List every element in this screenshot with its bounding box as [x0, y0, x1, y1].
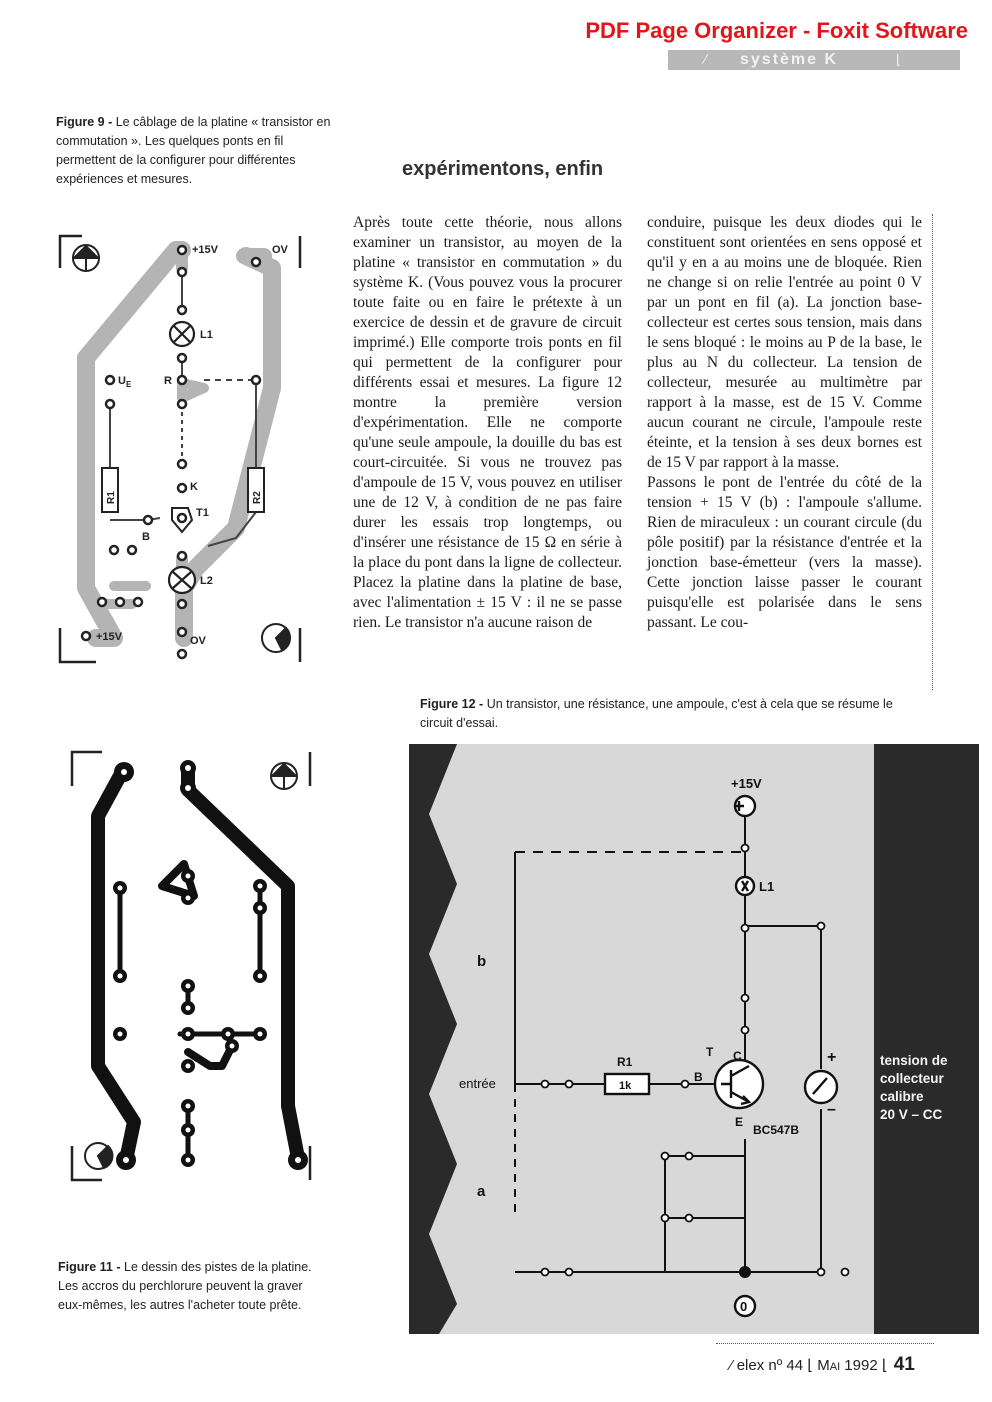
article-col2-paragraph-2: Passons le pont de l'entrée du côté de la tension + 15 V (b) : l'ampoule s'allume. Rien de miraculeux : un courant circule (du pôle positif) par la résistance d'entrée et la jonction base-émetteur (vers la masse). Cette jonction laisse passer le courant puisqu'elle est polarisée dans le sens passant. Le cou- [647, 474, 922, 631]
fig9-b-label: B [142, 531, 150, 543]
footer-logo-icon: ⌊ [807, 1357, 818, 1374]
fig9-r-label: R [164, 375, 172, 387]
figure-11-label: Figure 11 - [58, 1260, 124, 1274]
article-col1-text: Après toute cette théorie, nous allons examiner un transistor, au moyen de la platine « transistor en commutation » du système K. (Vous pouvez vous la procurer toute faite ou en faire le prétexte à un exercice de dessin et de gravure de circuit imprimé.) Elle comporte trois ponts en fil qui permettent de la configurer pour différents essai et mesures. La figure 12 montre la première version d'expérimentation. Elle ne comporte qu'une seule ampoule, la douille du bas est court-circuitée. Si vous ne trouvez pas d'ampoule de 15 V, vous pouvez en utiliser une de 12 V, à condition de ne pas faire durer les essais trop longtemps, ou d'insérer une résistance de 15 Ω en série à la place du pont dans la ligne de collecteur. Placez la platine dans la platine de base, avec l'alimentation ± 15 V : il ne se passe rien. Le transistor n'a aucune raison de [353, 214, 622, 631]
fig12-c-label: C [733, 1049, 742, 1063]
fig9-l1-label: L1 [200, 329, 213, 341]
fig9-l2-label: L2 [200, 575, 213, 587]
page-footer [730, 1354, 915, 1376]
fig12-a-label: a [477, 1183, 486, 1200]
footer-magazine: elex nº 44 [736, 1357, 804, 1374]
fig12-r1-label: R1 [617, 1055, 633, 1069]
pdf-watermark: PDF Page Organizer - Foxit Software [585, 18, 968, 43]
footer-rule [716, 1343, 934, 1344]
fig9-r2-label: R2 [252, 491, 263, 504]
fig12-meter-minus: – [827, 1101, 836, 1118]
article-column-1 [353, 213, 622, 633]
fig12-meter-plus: + [827, 1049, 837, 1066]
figure-12-text: Un transistor, une résistance, une ampoule, c'est à cela que se résume le circuit d'essai. [420, 697, 893, 730]
figure-11-caption [58, 1258, 328, 1315]
figure-9-board-wiring [56, 228, 318, 668]
article-column-2 [647, 213, 922, 633]
meter-text-line-2: collecteur [880, 1071, 944, 1086]
fig9-t1-label: T1 [196, 507, 209, 519]
figure-11-text: Le dessin des pistes de la platine. Les accros du perchlorure peuvent la graver eux-mêmes, les autres l'acheter toute prête. [58, 1260, 312, 1312]
figure-9-label: Figure 9 - [56, 115, 116, 129]
footer-logo-icon: ⌊ [881, 1357, 888, 1374]
figure-12-label: Figure 12 - [420, 697, 487, 711]
meter-text-line-4: 20 V – CC [880, 1107, 943, 1122]
section-header-band [668, 50, 960, 70]
fig12-plus15-label: +15V [731, 776, 762, 791]
fig12-transistor-label: BC547B [753, 1123, 800, 1137]
fig9-plus15-top-label: +15V [192, 244, 218, 256]
page-number: 41 [893, 1354, 915, 1375]
figure-9-text: Le câblage de la platine « transistor en commutation ». Les quelques ponts en fil permettent de la configurer pour différentes expériences et mesures. [56, 115, 331, 186]
fig12-l1-label: L1 [759, 879, 775, 894]
fig12-r1-value: 1k [619, 1080, 632, 1092]
column-divider [932, 214, 933, 690]
fig12-b-label: b [477, 953, 487, 970]
section-title: expérimentons, enfin [402, 158, 604, 180]
system-k-icon: ⁄ [704, 53, 707, 68]
footer-date: Mai 1992 [817, 1357, 878, 1374]
section-header-label: système K [740, 51, 839, 68]
fig9-ue-label: $U_E$ [118, 375, 132, 389]
footer-logo-icon: ⁄ [730, 1357, 737, 1374]
figure-12-caption [420, 695, 925, 733]
system-k-icon: ⌊ [896, 53, 902, 68]
fig12-base-label: B [694, 1070, 703, 1084]
fig9-k-label: K [190, 481, 198, 493]
figure-12-circuit [409, 744, 979, 1334]
fig9-ov-bottom-label: OV [190, 635, 206, 647]
figure-11-board-tracks [62, 746, 324, 1186]
fig12-zero-label: 0 [740, 1299, 748, 1314]
fig12-t-label: T [706, 1045, 714, 1059]
fig12-e-label: E [735, 1115, 744, 1129]
meter-text-line-3: calibre [880, 1089, 924, 1104]
fig9-plus15-bottom-label: +15V [96, 631, 122, 643]
meter-text-line-1: tension de [880, 1053, 948, 1068]
figure-9-caption [56, 113, 331, 189]
fig12-entree-label: entrée [459, 1076, 496, 1091]
fig9-ov-top-label: OV [272, 244, 288, 256]
fig9-r1-label: R1 [106, 491, 117, 504]
article-col2-paragraph-1: conduire, puisque les deux diodes qui le constituent sont orientées en sens opposé et qu'il y en a au moins une de bloquée. Rien ne change si on relie l'entrée au point 0 V par un pont en fil (a). La jonction base-collecteur est certes sous tension, mais dans le sens bloqué : le moins au P de la base, le plus au N du collecteur. La tension de collecteur, mesurée au multimètre par rapport à la masse, est de 15 V. Comme aucun courant ne circule, l'ampoule reste éteinte, et la tension à ses deux bornes est de 15 V par rapport à la masse. [647, 214, 922, 471]
